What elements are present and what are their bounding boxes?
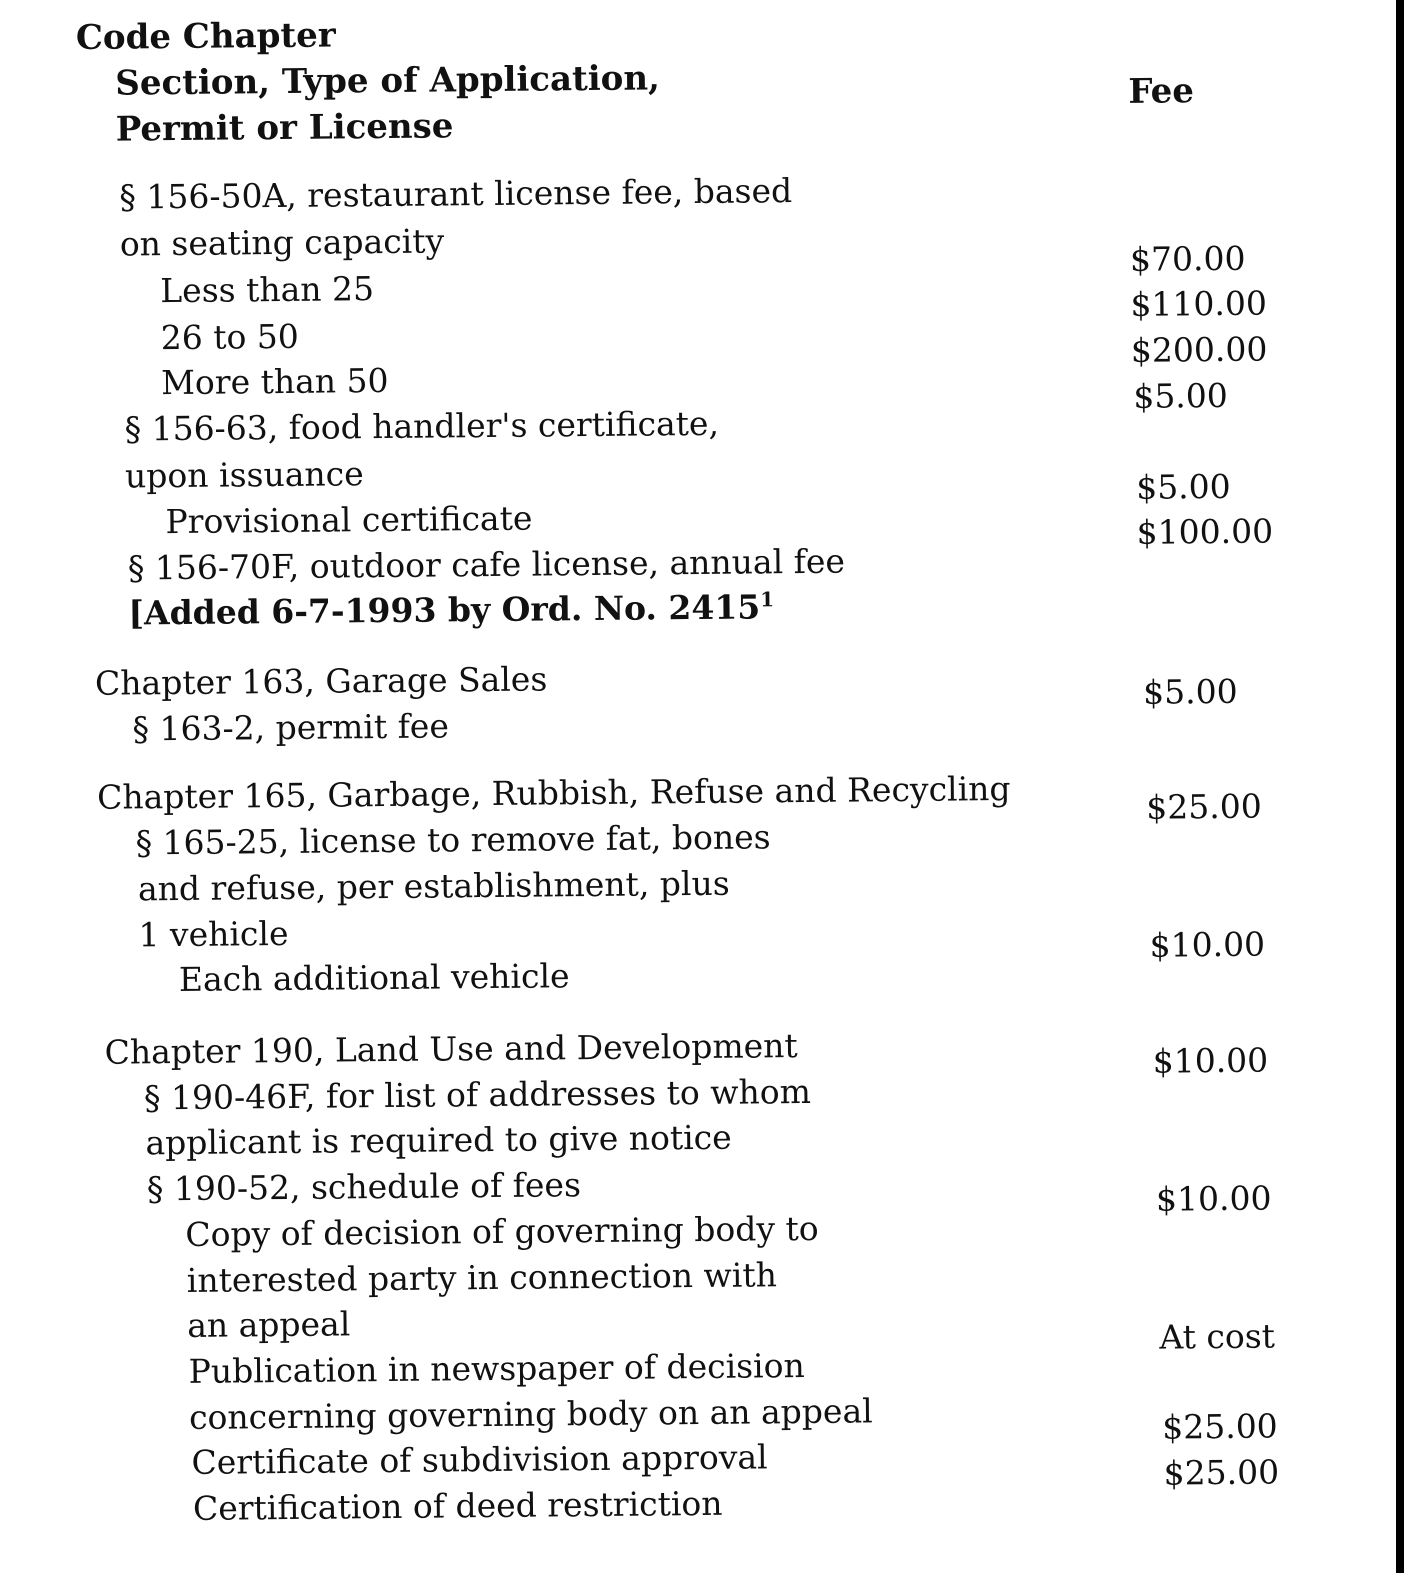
footnote-marker: 1 <box>760 587 775 612</box>
row-upon-issuance: upon issuance <box>124 454 364 496</box>
header-section-type: Section, Type of Application, <box>115 58 661 104</box>
row-concerning-governing-body: concerning governing body on an appeal <box>188 1391 873 1437</box>
row-publication-newspaper: Publication in newspaper of decision <box>188 1346 805 1391</box>
fee-outdoor-cafe: $100.00 <box>1136 511 1274 552</box>
row-chapter-190: Chapter 190, Land Use and Development <box>104 1026 798 1072</box>
row-added-ord-2415 <box>128 587 774 633</box>
fee-more-than-50: $200.00 <box>1130 329 1268 370</box>
row-certificate-subdivision: Certificate of subdivision approval <box>191 1437 768 1482</box>
fee-less-than-25: $70.00 <box>1129 238 1246 279</box>
fee-26-to-50: $110.00 <box>1130 283 1268 324</box>
fee-certificate-subdivision: $25.00 <box>1162 1406 1278 1447</box>
row-copy-of-decision: Copy of decision of governing body to <box>185 1208 819 1254</box>
row-26-to-50: 26 to 50 <box>160 316 300 358</box>
row-156-70f: § 156-70F, outdoor cafe license, annual fee <box>127 541 846 588</box>
row-chapter-165: Chapter 165, Garbage, Rubbish, Refuse and Recycling <box>96 769 1011 817</box>
fee-publication-newspaper: At cost <box>1159 1316 1276 1357</box>
row-156-63: § 156-63, food handler's certificate, <box>124 403 720 449</box>
fee-remove-fat-bones: $25.00 <box>1146 786 1262 827</box>
fee-certification-deed: $25.00 <box>1163 1452 1280 1493</box>
row-provisional-certificate: Provisional certificate <box>165 498 533 542</box>
fee-copy-of-decision: $10.00 <box>1155 1178 1272 1219</box>
row-refuse-per-establishment: and refuse, per establishment, plus <box>137 863 730 909</box>
row-certification-deed: Certification of deed restriction <box>192 1483 723 1528</box>
row-156-50a: § 156-50A, restaurant license fee, based <box>119 171 793 217</box>
fee-provisional-certificate: $5.00 <box>1136 466 1231 507</box>
header-permit-license: Permit or License <box>115 106 454 150</box>
row-1-vehicle: 1 vehicle <box>138 913 289 955</box>
row-190-46f: § 190-46F, for list of addresses to whom <box>143 1071 812 1118</box>
row-190-52: § 190-52, schedule of fees <box>146 1165 582 1209</box>
row-163-2: § 163-2, permit fee <box>132 706 450 749</box>
row-chapter-163: Chapter 163, Garage Sales <box>94 659 548 703</box>
row-each-additional-vehicle: Each additional vehicle <box>178 956 570 1000</box>
fee-additional-vehicle: $10.00 <box>1149 924 1266 965</box>
fee-food-handler: $5.00 <box>1133 375 1229 416</box>
fee-list-of-addresses: $10.00 <box>1152 1040 1269 1081</box>
row-applicant-notice: applicant is required to give notice <box>145 1117 732 1163</box>
fee-garage-sale-permit: $5.00 <box>1142 671 1238 712</box>
header-code-chapter: Code Chapter <box>75 15 336 58</box>
added-ord-text: [Added 6-7-1993 by Ord. No. 2415 <box>128 587 761 633</box>
row-165-25: § 165-25, license to remove fat, bones <box>135 817 771 863</box>
row-an-appeal: an appeal <box>187 1304 351 1345</box>
header-fee: Fee <box>1128 71 1195 112</box>
row-more-than-50: More than 50 <box>160 360 389 403</box>
row-interested-party: interested party in connection with <box>186 1255 778 1300</box>
row-seating-capacity: on seating capacity <box>119 221 445 264</box>
row-less-than-25: Less than 25 <box>160 269 375 311</box>
